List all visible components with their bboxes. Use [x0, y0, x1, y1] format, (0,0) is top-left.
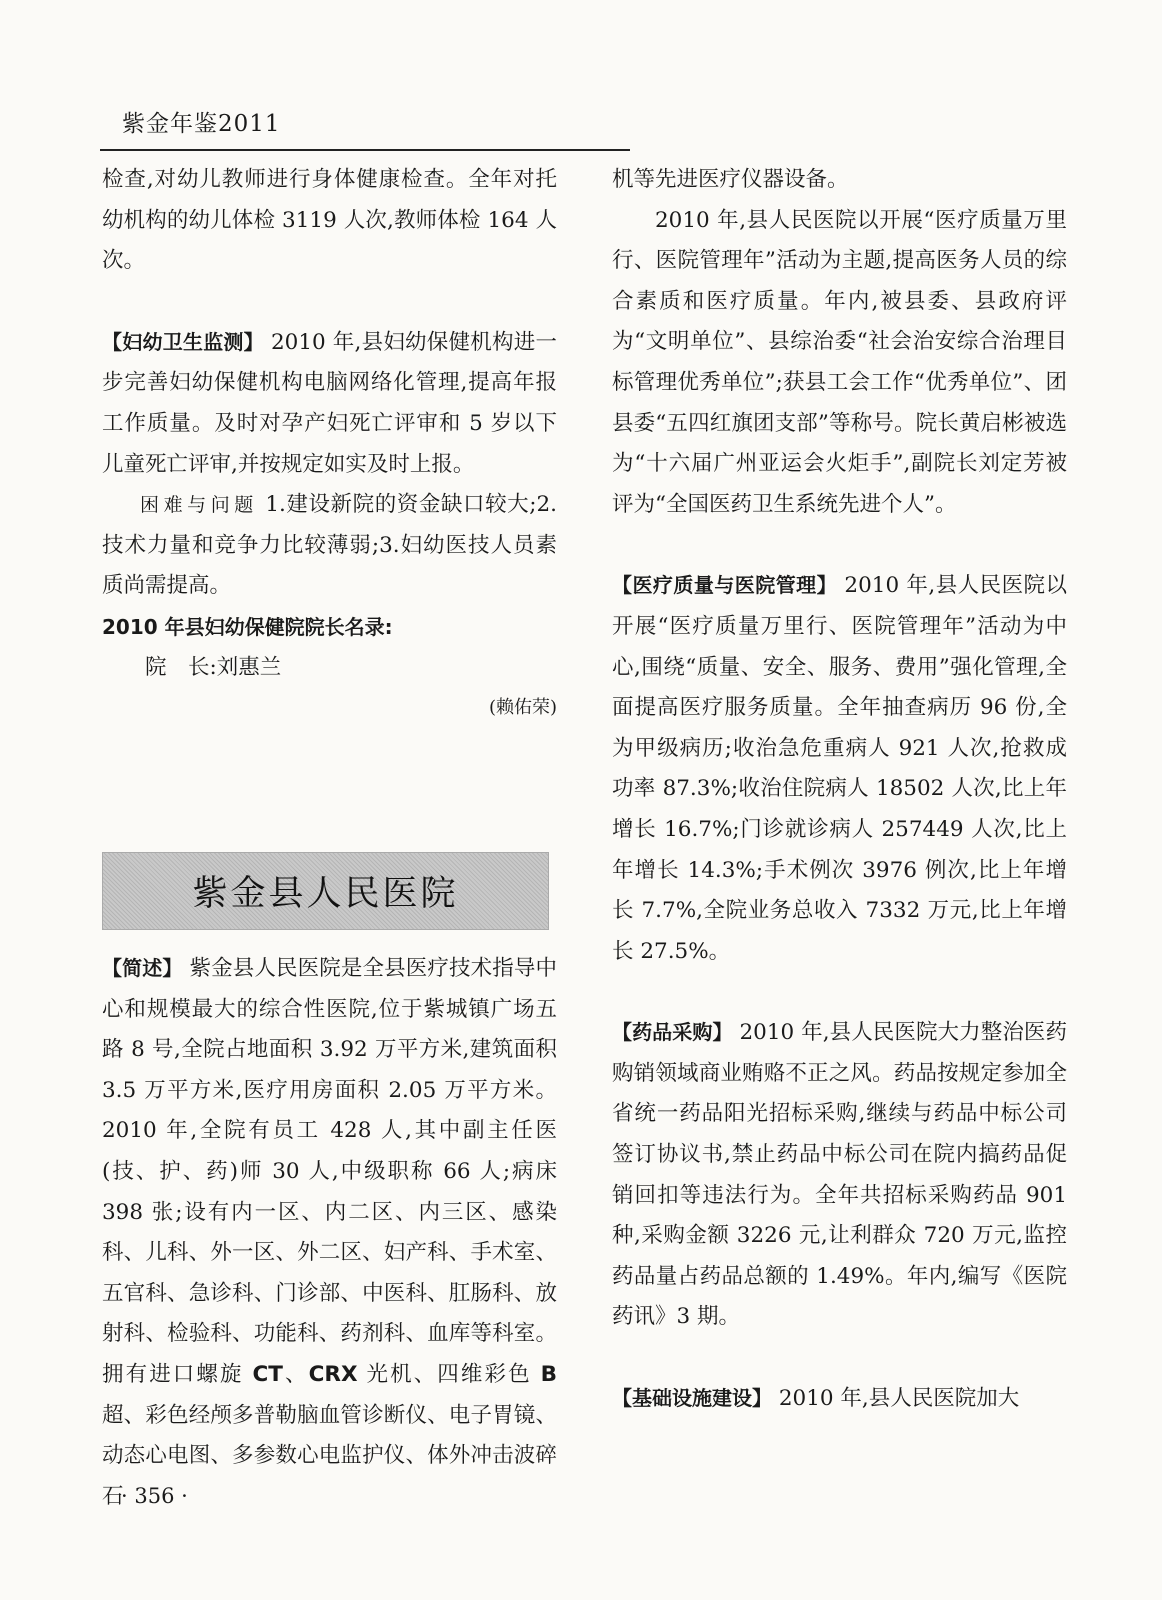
page-number: · 356 ·	[121, 1484, 188, 1508]
section-heading: 【妇幼卫生监测】	[102, 329, 264, 354]
ct-term: CT	[252, 1361, 283, 1387]
section-quality-management	[612, 565, 1067, 972]
difficulties-paragraph	[102, 485, 557, 607]
left-column-upper	[102, 160, 557, 729]
section-body: 紫金县人民医院是全县医疗技术指导中心和规模最大的综合性医院,位于紫城镇广场五路 8 号,全院占地面积 3.92 万平方米,建筑面积 3.5 万平方米,医疗用房面积 2.05 万平方米。2010 年,全院有员工 428 人,其中副主任医(技、护、药)师 30 人,中级职称 66 人;病床 398 张;设有内一区、内二区、内三区、感染科、儿科、外一区、外二区、妇产科、手术室、五官科、急诊科、门诊部、中医科、肛肠科、放射科、检验科、功能科、药剂科、血库等科室。拥有进口螺旋	[102, 956, 557, 1387]
section-body: 超、彩色经颅多普勒脑血管诊断仪、电子胃镜、动态心电图、多参数心电监护仪、体外冲击波碎石	[102, 1402, 557, 1509]
header-rule	[100, 149, 630, 151]
b-term: B	[540, 1361, 557, 1387]
section-maternal-monitoring	[102, 322, 557, 485]
section-body: 2010 年,县妇幼保健机构进一步完善妇幼保健机构电脑网络化管理,提高年报工作质量。及时对孕产妇死亡评审和 5 岁以下儿童死亡评审,并按规定如实及时上报。	[102, 329, 557, 477]
separator: 、	[282, 1361, 309, 1387]
section-heading: 【医疗质量与医院管理】	[612, 573, 838, 598]
section-body: 2010 年,县人民医院加大	[778, 1386, 1020, 1412]
section-body: 2010 年,县人民医院以开展“医疗质量万里行、医院管理年”活动为中心,围绕“质量、安全、服务、费用”强化管理,全面提高医疗服务质量。全年抽查病历 96 份,全为甲级病历;收治急危重病人 921 人次,抢救成功率 87.3%;收治住院病人 18502 人次,比上年增长 16.7%;门诊就诊病人 257449 人次,比上年增长 14.3%;手术例次 3976 例次,比上年增长 7.7%,全院业务总收入 7332 万元,比上年增长 27.5%。	[612, 573, 1068, 964]
section-body: 光机、四维彩色	[357, 1361, 541, 1387]
difficulties-label: 困难与问题	[140, 494, 258, 517]
running-header: 紫金年鉴2011	[122, 111, 281, 137]
right-column	[612, 160, 1067, 1420]
banner-title: 紫金县人民医院	[192, 874, 459, 914]
section-drug-procurement	[612, 1012, 1067, 1338]
paragraph: 机等先进医疗仪器设备。	[612, 167, 849, 192]
difficulties-body: 1.建设新院的资金缺口较大;2.技术力量和竞争力比较薄弱;3.妇幼医技人员素质尚需提高。	[102, 492, 557, 599]
directory-title: 2010 年县妇幼保健院院长名录:	[102, 614, 393, 639]
section-heading: 【药品采购】	[612, 1020, 733, 1045]
section-infrastructure	[612, 1378, 1067, 1420]
section-overview	[102, 948, 557, 1517]
paragraph: 2010 年,县人民医院以开展“医疗质量万里行、医院管理年”活动为主题,提高医务人员的综合素质和医疗质量。年内,被县委、县政府评为“文明单位”、县综治委“社会治安综合治理目标管理优秀单位”;获县工会工作“优秀单位”、团县委“五四红旗团支部”等称号。院长黄启彬被选为“十六届广州亚运会火炬手”,副院长刘定芳被评为“全国医药卫生系统先进个人”。	[612, 207, 1067, 517]
section-heading: 【简述】	[102, 956, 183, 980]
directory-entry: 院 长:刘惠兰	[145, 654, 282, 680]
section-banner	[102, 852, 549, 930]
paragraph: 检查,对幼儿教师进行身体健康检查。全年对托幼机构的幼儿体检 3119 人次,教师体检 164 人次。	[102, 167, 557, 274]
section-heading: 【基础设施建设】	[612, 1386, 772, 1411]
section-body: 2010 年,县人民医院大力整治医药购销领域商业贿赂不正之风。药品按规定参加全省统一药品阳光招标采购,继续与药品中标公司签订协议书,禁止药品中标公司在院内搞药品促销回扣等违法行为。全年共招标采购药品 901 种,采购金额 3226 元,让利群众 720 万元,监控药品量占药品总额的 1.49%。年内,编写《医院药讯》3 期。	[612, 1020, 1068, 1330]
left-column-lower	[102, 948, 557, 1517]
crx-term: CRX	[308, 1361, 358, 1387]
author-credit: (赖佑荣)	[488, 697, 557, 719]
